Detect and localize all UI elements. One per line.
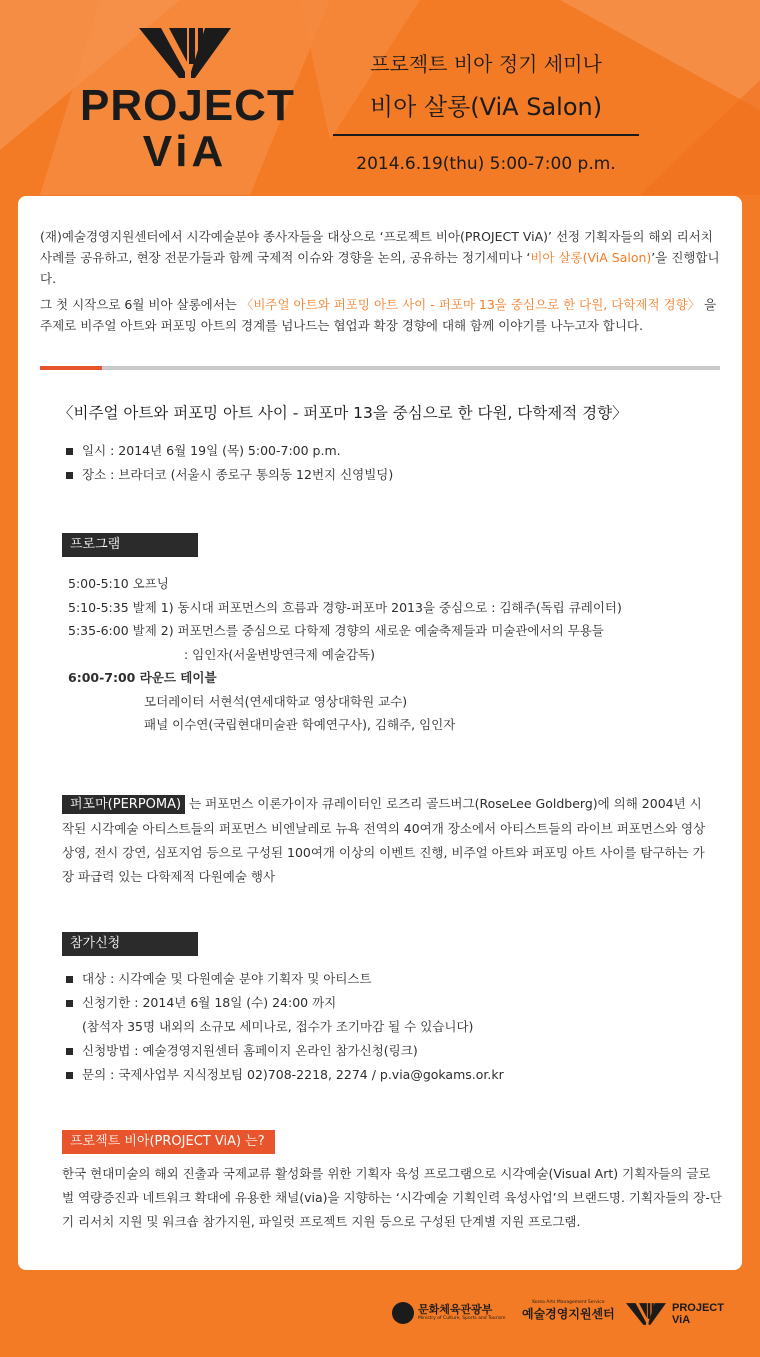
section-divider — [40, 366, 720, 370]
apply-label: 참가신청 — [62, 932, 198, 956]
apply-deadline-note-item — [66, 1015, 504, 1039]
kams-logo — [522, 1300, 615, 1322]
ministry-emblem-icon — [392, 1302, 414, 1324]
header-banner — [0, 0, 760, 195]
bullet-square-icon — [66, 1072, 73, 1079]
via-v-mark-small-icon — [626, 1302, 666, 1326]
apply-method-link[interactable]: 신청방법 : 예술경영지원센터 홈페이지 온라인 참가신청(링크) — [82, 1043, 418, 1058]
logo-word-project: PROJECT — [80, 81, 295, 130]
title-underline — [333, 134, 639, 136]
logo-word-via: ViA — [142, 127, 228, 176]
divider-accent — [40, 366, 102, 370]
program-row: 모더레이터 서현석(연세대학교 영상대학원 교수) — [144, 693, 408, 709]
intro-p2-text: 그 첫 시작으로 6월 비아 살롱에서는 — [40, 297, 241, 312]
apply-contact: 문의 : 국제사업부 지식정보팀 02)708-2218, 2274 / p.via@gokams.or.kr — [82, 1067, 504, 1082]
apply-deadline-note: (참석자 35명 내외의 소규모 세미나로, 접수가 조기마감 될 수 있습니다) — [82, 1019, 474, 1034]
program-row: 패널 이수연(국립현대미술관 학예연구사), 김해주, 임인자 — [144, 717, 456, 732]
about-text: 한국 현대미술의 해외 진출과 국제교류 활성화를 위한 기획자 육성 프로그램으로 시각예술(Visual Art) 기획자들의 글로벌 역량증진과 네트워크 확대에 유용한 채널(via)을 지향하는 ‘시각예술 기획인력 육성사업’의 브랜드명. 기획자들의 장-단기 리서치 지원 및 워크숍 참가지원, 파일럿 프로젝트 지원 등으로 구성된 단계별 지원 프로그램. — [62, 1166, 722, 1229]
program-schedule — [68, 572, 622, 737]
perpoma-description — [62, 792, 712, 889]
program-row: 6:00-7:00 라운드 테이블 — [68, 670, 217, 685]
program-row: : 임인자(서울변방연극제 예술감독) — [184, 646, 375, 662]
ministry-name-ko: 문화체육관광부 — [418, 1303, 493, 1317]
intro-p1-highlight: 비아 살롱(ViA Salon) — [530, 250, 652, 265]
project-via-small-logo — [626, 1302, 724, 1326]
program-row: 5:35-6:00 발제 2) 퍼포먼스를 중심으로 다학제 경향의 새로운 예술축제들과 미술관에서의 무용들 — [68, 623, 604, 638]
event-date-item — [66, 439, 393, 463]
ministry-name — [418, 1304, 505, 1321]
intro-p2-highlight: 〈비주얼 아트와 퍼포밍 아트 사이 - 퍼포마 13을 중심으로 한 다원, 다학제적 경향〉 — [240, 297, 701, 312]
seminar-title-block — [333, 48, 639, 174]
event-place-item — [66, 463, 393, 487]
intro-text — [40, 226, 722, 341]
about-label: 프로젝트 비아(PROJECT ViA) 는? — [62, 1130, 275, 1154]
small-logo-project: PROJECT — [672, 1302, 724, 1314]
perpoma-text: 는 퍼포먼스 이론가이자 큐레이터인 로즈리 골드버그(RoseLee Goldberg)에 의해 2004년 시작된 시각예술 아티스트들의 퍼포먼스 비엔날레로 뉴욕 전역의 40여개 장소에서 아티스트들의 라이브 퍼포먼스와 영상상영, 전시 강연, 심포지엄 등으로 구성된 100여개 이상의 이벤트 진행, 비주얼 아트와 퍼포밍 아트 사이를 탐구하는 가장 파급력 있는 다학제적 다원예술 행사 — [62, 796, 706, 884]
ministry-logo — [392, 1302, 505, 1324]
intro-paragraph-1 — [40, 226, 722, 289]
small-logo-via: ViA — [672, 1314, 691, 1326]
bullet-square-icon — [66, 976, 73, 983]
program-row: 5:10-5:35 발제 1) 동시대 퍼포먼스의 흐름과 경향-퍼포마 2013을 중심으로 : 김해주(독립 큐레이터) — [68, 599, 622, 615]
program-row: 5:00-5:10 오프닝 — [68, 576, 169, 591]
ministry-name-en: Ministry of Culture, Sports and Tourism — [418, 1315, 506, 1321]
apply-target-item — [66, 967, 504, 991]
apply-deadline-item — [66, 991, 504, 1015]
small-logo-text — [672, 1302, 724, 1326]
footer-logos — [0, 1290, 760, 1350]
apply-method-item[interactable] — [66, 1039, 504, 1063]
apply-target: 대상 : 시각예술 및 다원예술 분야 기획자 및 아티스트 — [82, 971, 372, 986]
bullet-square-icon — [66, 1048, 73, 1055]
intro-p1-text: (재)예술경영지원센터에서 시각예술분야 종사자들을 대상으로 ‘프로젝트 비아(PROJECT ViA)’ 선정 기획자들의 해외 리서치 사례를 공유하고, 현장 전문가들과 함께 국제적 이슈와 경향을 논의, 공유하는 정기세미나 ‘ — [40, 229, 713, 265]
intro-p2-tail: 을 주제로 비주얼 아트와 퍼포밍 아트의 경계를 넘나드는 협업과 확장 경향에 대해 함께 이야기를 나누고자 합니다. — [40, 297, 717, 333]
intro-p1-tail: ’을 진행합니다. — [40, 250, 720, 286]
seminar-kicker: 프로젝트 비아 정기 세미나 — [370, 52, 602, 76]
kams-name-en: Korea Arts Management Service — [532, 1300, 605, 1305]
apply-info-list — [66, 967, 504, 1087]
perpoma-tag: 퍼포마(PERPOMA) — [62, 795, 185, 814]
via-v-mark-icon — [139, 28, 231, 78]
apply-deadline: 신청기한 : 2014년 6월 18일 (수) 24:00 까지 — [82, 995, 337, 1010]
seminar-datetime: 2014.6.19(thu) 5:00-7:00 p.m. — [356, 154, 616, 174]
kams-name-ko: 예술경영지원센터 — [522, 1307, 615, 1321]
event-place: 장소 : 브라더코 (서울시 종로구 통의동 12번지 신영빌딩) — [82, 467, 394, 482]
intro-paragraph-2 — [40, 294, 722, 336]
apply-contact-item — [66, 1063, 504, 1087]
project-via-logo — [80, 28, 295, 176]
program-label: 프로그램 — [62, 533, 198, 557]
seminar-title: 비아 살롱(ViA Salon) — [369, 93, 603, 121]
event-title: 〈비주얼 아트와 퍼포밍 아트 사이 - 퍼포마 13을 중심으로 한 다원, 다학제적 경향〉 — [58, 404, 628, 422]
event-info-list — [66, 439, 393, 487]
bullet-square-icon — [66, 1000, 73, 1007]
content-card — [18, 196, 742, 1270]
bullet-square-icon — [66, 472, 73, 479]
event-date: 일시 : 2014년 6월 19일 (목) 5:00-7:00 p.m. — [82, 443, 341, 458]
bullet-square-icon — [66, 448, 73, 455]
